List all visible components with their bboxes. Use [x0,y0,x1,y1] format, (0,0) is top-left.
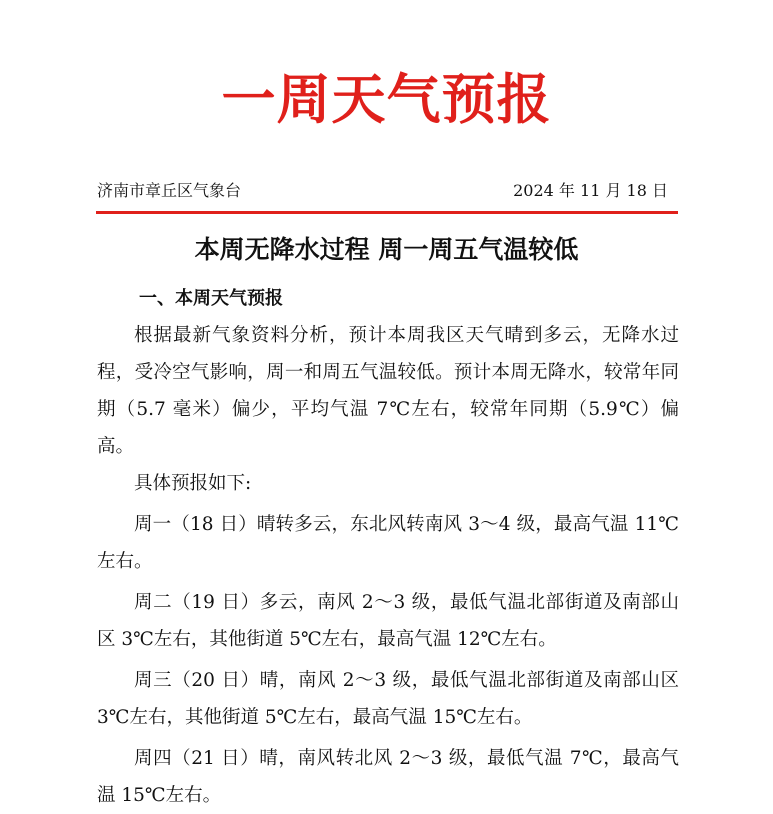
forecast-headline: 本周无降水过程 周一周五气温较低 [194,235,579,264]
day-forecast-tuesday: 周二（19 日）多云，南风 2～3 级，最低气温北部街道及南部山区 3℃左右，其他街道 5℃左右，最高气温 12℃左右。 [97,592,679,650]
forecast-body [97,317,679,814]
forecast-summary: 根据最新气象资料分析，预计本周我区天气晴到多云，无降水过程，受冷空气影响，周一和周五气温较低。预计本周无降水，较常年同期（5.7 毫米）偏少，平均气温 7℃左右，较常年同期（5.9℃）偏高。 [97,325,679,457]
bulletin-title: 一周天气预报 [221,67,552,131]
header-divider [96,211,678,214]
day-forecast-thursday: 周四（21 日）晴，南风转北风 2～3 级，最低气温 7℃，最高气温 15℃左右。 [97,748,679,806]
section-heading: 一、本周天气预报 [139,288,283,309]
issuing-organization: 济南市章丘区气象台 [97,181,242,200]
day-forecast-wednesday: 周三（20 日）晴，南风 2～3 级，最低气温北部街道及南部山区 3℃左右，其他街道 5℃左右，最高气温 15℃左右。 [97,670,679,728]
day-forecast-monday: 周一（18 日）晴转多云，东北风转南风 3～4 级，最高气温 11℃左右。 [97,514,679,572]
issue-date: 2024 年 11 月 18 日 [513,181,668,200]
forecast-intro: 具体预报如下: [134,473,252,494]
